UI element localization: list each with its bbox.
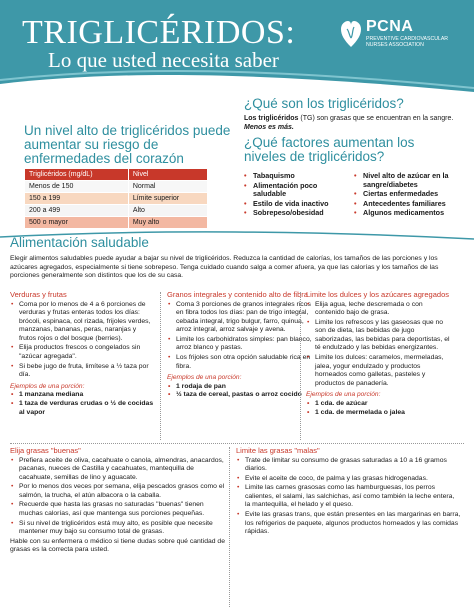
list-item: • Tabaquismo xyxy=(244,172,349,181)
table-cell: Menos de 150 xyxy=(25,181,129,193)
grains-heading: Granos integrales y contenido alto de fibra xyxy=(167,290,308,299)
table-row xyxy=(25,205,208,217)
table-row xyxy=(25,217,208,229)
list-item: • Elija productos frescos o congelados sin "azúcar agregada". xyxy=(10,344,155,361)
list-item: • Limite las carnes grasosas como las hamburguesas, los perros calientes, el salami, las salchichas, así como también la leche entera, la mantequilla, el helado y el queso. xyxy=(236,484,461,510)
intro-heading: Un nivel alto de triglicéridos puede aumentar su riesgo de enfermedades del corazón xyxy=(24,123,231,166)
header-banner xyxy=(0,0,474,100)
good-fats-section xyxy=(10,447,225,555)
list-item: • 1 cda. de mermelada o jalea xyxy=(306,409,451,418)
page-title: TRIGLICÉRIDOS: xyxy=(22,14,296,51)
list-item: • Ciertas enfermedades xyxy=(354,190,460,199)
table-cell: 150 a 199 xyxy=(25,193,129,205)
veg-section xyxy=(10,291,155,417)
grains-section xyxy=(167,291,312,400)
row-divider xyxy=(10,443,464,444)
what-body xyxy=(244,114,456,132)
list-item: • 1 taza de verduras crudas o ½ de cocidas al vapor xyxy=(10,400,155,417)
sweets-heading: Limite los dulces y los azúcares agregados xyxy=(306,290,449,299)
sweets-examples-heading: Ejemplos de una porción: xyxy=(306,391,381,399)
bad-fats-section xyxy=(236,447,461,538)
list-item: • 1 rodaja de pan xyxy=(167,383,312,392)
what-heading: ¿Qué son los triglicéridos? xyxy=(244,96,404,111)
column-divider xyxy=(229,447,230,607)
list-item: • Algunos medicamentos xyxy=(354,209,460,218)
page-subtitle: Lo que usted necesita saber xyxy=(48,48,279,72)
list-item: • Estilo de vida inactivo xyxy=(244,200,349,209)
sweets-section xyxy=(306,291,451,417)
list-item: • Antecedentes familiares xyxy=(354,200,460,209)
list-item: • Coma por lo menos de 4 a 6 porciones de verduras y frutas enteras todos los días: brócoli, espinaca, col rizada, frijoles verdes, manzanas, bananas, peras, naranjas y frutos rojos o del bosque (berries). xyxy=(10,301,155,344)
table-header-tg: Triglicéridos (mg/dL) xyxy=(25,169,129,181)
table-cell: 200 a 499 xyxy=(25,205,129,217)
list-item: • Limite los refrescos y las gaseosas que no son de dieta, las bebidas de jugo saborizadas, las bebidas para deportistas, el té endulzado y las bebidas energizantes. xyxy=(306,319,451,353)
list-item: • Alimentación poco saludable xyxy=(244,182,349,199)
column-divider xyxy=(160,292,161,440)
what-body-text: (TG) son grasas que se encuentran en la sangre. xyxy=(298,115,454,122)
table-cell: 500 o mayor xyxy=(25,217,129,229)
veg-heading: Verduras y frutas xyxy=(10,290,67,299)
good-fats-note: Hable con su enfermera o médico si tiene dudas sobre qué cantidad de grasas es la correcta para usted. xyxy=(10,537,225,554)
factors-heading: ¿Qué factores aumentan los niveles de triglicéridos? xyxy=(244,135,415,164)
list-item: • Evite las grasas trans, que están presentes en las margarinas en barra, los refrigerios de paquete, algunos productos horneados y las comidas rápidas. xyxy=(236,511,461,537)
logo-subtitle: PREVENTIVE CARDIOVASCULAR NURSES ASSOCIATION xyxy=(366,36,449,48)
heart-logo-icon xyxy=(340,20,362,48)
list-item: • Por lo menos dos veces por semana, elija pescados grasos como el salmón, la trucha, el atún albacora o la caballa. xyxy=(10,483,225,500)
table-cell: Alto xyxy=(128,205,207,217)
list-item: • Si bebe jugo de fruta, limítese a ½ taza por día. xyxy=(10,363,155,380)
pcna-logo xyxy=(340,18,460,58)
what-section xyxy=(244,97,456,164)
list-item: • Coma 3 porciones de granos integrales ricos en fibra todos los días: pan de trigo integral, cebada integral, trigo bulgur, farro, quinua, arroz integral, arroz salvaje y avena. xyxy=(167,301,312,335)
column-divider xyxy=(300,292,301,440)
list-item: • Los frijoles son otra opción saludable rica en fibra. xyxy=(167,354,312,371)
table-cell: Normal xyxy=(128,181,207,193)
logo-name: PCNA xyxy=(366,18,414,35)
list-item: • Si su nivel de triglicéridos está muy alto, es posible que necesite mantener muy bajo su consumo total de grasas. xyxy=(10,520,225,537)
list-item: • ½ taza de cereal, pastas o arroz cocido xyxy=(167,391,312,400)
grains-examples-heading: Ejemplos de una porción: xyxy=(167,374,242,382)
table-row xyxy=(25,181,208,193)
list-item: • 1 manzana mediana xyxy=(10,391,155,400)
good-fats-heading: Elija grasas "buenas" xyxy=(10,446,81,455)
triglyceride-levels-table xyxy=(24,168,208,229)
table-cell: Muy alto xyxy=(128,217,207,229)
list-item: • Limite los dulces: caramelos, mermeladas, jalea, yogur endulzado y productos horneados como galletas, pasteles y productos de panadería. xyxy=(306,354,451,388)
list-item: • 1 cda. de azúcar xyxy=(306,400,451,409)
healthy-body: Elegir alimentos saludables puede ayudar a bajar su nivel de triglicéridos. Reduzca la cantidad de calorías, los tamaños de las porciones y los azúcares agregados, especialmente si tiene sobrepeso. Tenga cuidado cuando salga a comer afuera, ya que las calorías y los tamaños de las porciones generalmente son distintos que los de su casa. xyxy=(10,255,439,279)
list-item: • Prefiera aceite de oliva, cacahuate o canola, almendras, anacardos, pacanas, nueces de Castilla y cacahuates, mantequilla de cacahuate, semillas de lino y aguacate. xyxy=(10,457,225,483)
table-header-level: Nivel xyxy=(128,169,207,181)
list-item: • Limite los carbohidratos simples: pan blanco, arroz blanco y pastas. xyxy=(167,336,312,353)
table-cell: Límite superior xyxy=(128,193,207,205)
list-item: • Recuerde que hasta las grasas no saturadas "buenas" tienen muchas calorías, así que mantenga sus porciones pequeñas. xyxy=(10,501,225,518)
header-wave xyxy=(0,62,474,100)
veg-examples-heading: Ejemplos de una porción: xyxy=(10,382,85,390)
healthy-heading: Alimentación saludable xyxy=(10,235,149,250)
list-item: • Evite el aceite de coco, de palma y las grasas hidrogenadas. xyxy=(236,475,461,484)
list-item: • Elija agua, leche descremada o con contenido bajo de grasa. xyxy=(306,301,451,318)
list-item: • Nivel alto de azúcar en la sangre/diabetes xyxy=(354,172,460,189)
list-item: • Trate de limitar su consumo de grasas saturadas a 10 a 16 gramos diarios. xyxy=(236,457,461,474)
bad-fats-heading: Limite las grasas "malas" xyxy=(236,446,320,455)
table-row xyxy=(25,193,208,205)
what-body-emphasis: Menos es más. xyxy=(244,124,294,131)
what-body-bold: Los triglicéridos xyxy=(244,115,299,122)
list-item: • Sobrepeso/obesidad xyxy=(244,209,349,218)
